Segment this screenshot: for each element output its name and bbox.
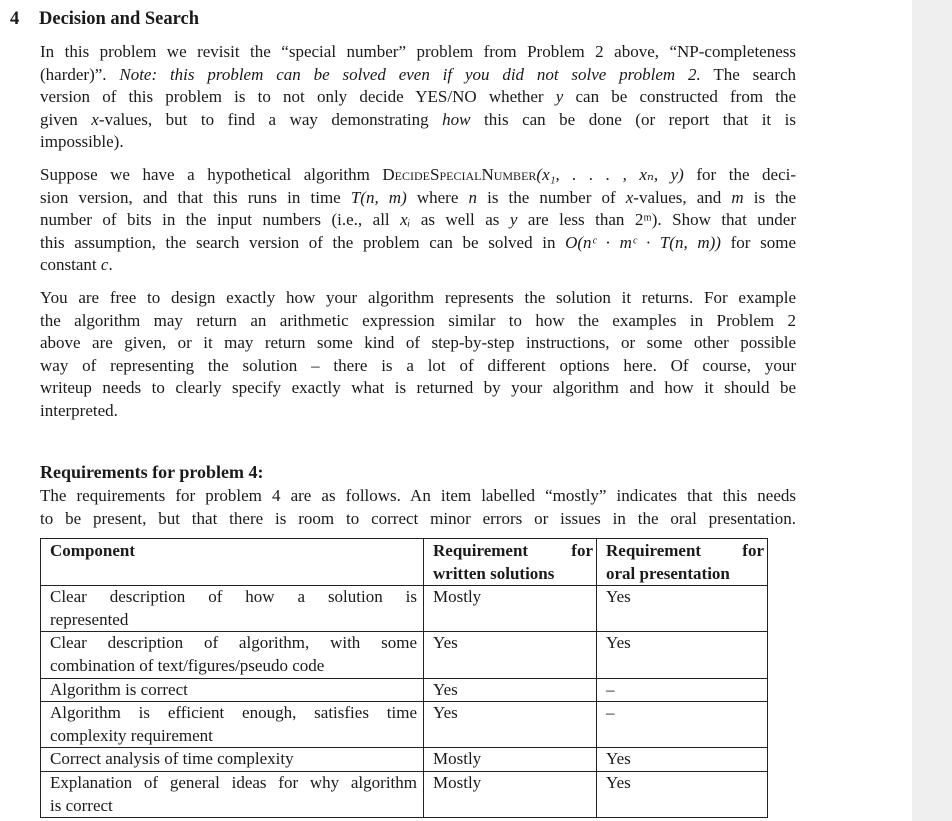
oral-cell: Yes: [597, 586, 768, 632]
component-cell: Correct analysis of time complexity: [41, 748, 424, 772]
component-cell: Algorithm is efficient enough, satisfies time complexity requirement: [41, 702, 424, 748]
section-number: 4: [10, 9, 20, 29]
table-header-row: [41, 539, 768, 586]
table-row: [41, 702, 768, 748]
requirements-intro: [40, 485, 796, 530]
oral-cell: Yes: [597, 632, 768, 678]
written-cell: Yes: [424, 632, 597, 678]
oral-cell: Yes: [597, 771, 768, 817]
header-oral: Requirement for oral presentation: [597, 539, 768, 586]
text-line: to be present, but that there is room to correct minor errors or issues in the oral presentation.: [40, 508, 796, 528]
oral-cell: Yes: [597, 748, 768, 772]
text-line: this assumption, the search version of the problem can be solved in O(nᶜ · mᶜ · T(n, m)) for some: [40, 232, 796, 252]
scrollbar-track[interactable]: [912, 0, 952, 821]
text-line: You are free to design exactly how your algorithm represents the solution it returns. For example: [40, 288, 796, 307]
table-row: [41, 632, 768, 678]
header-written: Requirement for written solutions: [424, 539, 597, 586]
text-line: (harder)”. Note: this problem can be solved even if you did not solve problem 2. The search: [40, 64, 796, 84]
oral-cell: –: [597, 678, 768, 702]
written-cell: Mostly: [424, 748, 597, 772]
table-row: [41, 771, 768, 817]
text-line: The requirements for problem 4 are as follows. An item labelled “mostly” indicates that this needs: [40, 486, 796, 505]
algorithm-name: DecideSpecialNumber: [382, 165, 537, 184]
text-line: number of bits in the input numbers (i.e., all xᵢ as well as y are less than 2ᵐ). Show that under: [40, 210, 797, 230]
note-text: Note: this problem can be solved even if you did not solve problem 2.: [119, 64, 701, 84]
text-line: interpreted.: [40, 400, 118, 420]
section-title: Decision and Search: [39, 9, 200, 29]
text-line: constant c.: [40, 255, 113, 275]
component-cell: Algorithm is correct: [41, 678, 424, 702]
header-component: Component: [41, 539, 424, 586]
complexity-bound: O(nᶜ · mᶜ · T(n, m)): [565, 232, 721, 252]
written-cell: Yes: [424, 702, 597, 748]
assumption-paragraph: [40, 164, 796, 277]
component-cell: Explanation of general ideas for why algorithm is correct: [41, 771, 424, 817]
text-line: way of representing the solution – there is a lot of different options here. Of course, your: [40, 355, 796, 375]
table-row: [41, 678, 768, 702]
requirements-title: Requirements for problem 4:: [40, 462, 264, 482]
text-line: In this problem we revisit the “special number” problem from Problem 2 above, “NP-completeness: [40, 42, 796, 61]
text-line: impossible).: [40, 132, 124, 152]
text-line: sion version, and that this runs in time T(n, m) where n is the number of x-values, and m is the: [40, 187, 797, 207]
text-line: writeup needs to clearly specify exactly what is returned by your algorithm and how it should be: [40, 378, 796, 398]
written-cell: Yes: [424, 678, 597, 702]
text-line: the algorithm may return an arithmetic expression similar to how the examples in Problem 2: [40, 310, 796, 330]
written-cell: Mostly: [424, 586, 597, 632]
intro-paragraph: [40, 41, 796, 154]
text-line: Suppose we have a hypothetical algorithm DecideSpecialNumber(x₁, . . . , xₙ, y) for the deci-: [40, 165, 796, 184]
text-line: above are given, or it may return some kind of step-by-step instructions, or some other possible: [40, 333, 796, 353]
requirements-table: [40, 538, 768, 818]
written-cell: Mostly: [424, 771, 597, 817]
component-cell: Clear description of how a solution is represented: [41, 586, 424, 632]
table-row: [41, 748, 768, 772]
freedom-paragraph: [40, 287, 796, 423]
component-cell: Clear description of algorithm, with some combination of text/figures/pseudo code: [41, 632, 424, 678]
table-row: [41, 586, 768, 632]
text-line: given x-values, but to find a way demonstrating how this can be done (or report that it is: [40, 109, 796, 129]
oral-cell: –: [597, 702, 768, 748]
section-heading: [10, 9, 199, 30]
text-line: version of this problem is to not only decide YES/NO whether y can be constructed from the: [40, 87, 796, 107]
